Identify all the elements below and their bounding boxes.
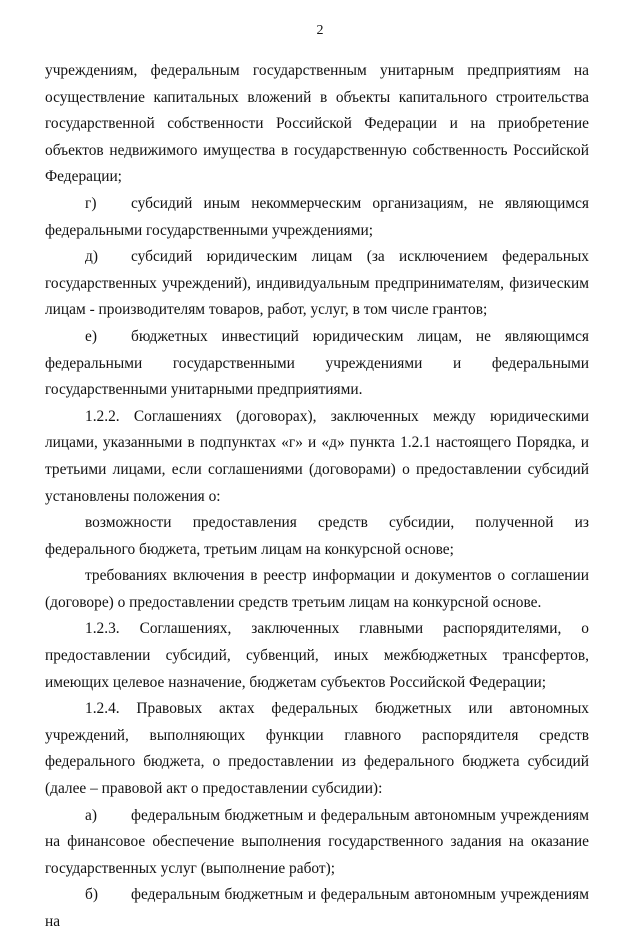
page-number: 2 (316, 23, 324, 38)
paragraph-text: федеральным бюджетным и федеральным автономным учреждениям на (45, 886, 589, 930)
paragraph-text: субсидий юридическим лицам (за исключением федеральных государственных учреждений), индивидуальным предпринимателям, физическим лицам - производителям товаров, работ, услуг, в том числе грантов; (45, 248, 589, 319)
paragraph-text: субсидий иным некоммерческим организациям, не являющимся федеральными государственными учреждениями; (45, 194, 589, 239)
paragraph (45, 324, 589, 404)
paragraph (45, 191, 589, 244)
paragraph-text: возможности предоставления средств субсидии, полученной из федерального бюджета, третьим лицам на конкурсной основе; (45, 514, 589, 558)
paragraph-text: требованиях включения в реестр информации и документов о соглашении (договоре) о предоставлении средств третьим лицам на конкурсной основе. (45, 567, 589, 611)
list-item-letter: г) (85, 194, 97, 212)
paragraph (45, 803, 589, 883)
list-item-letter: а) (85, 806, 97, 824)
paragraph-text: учреждениям, федеральным государственным унитарным предприятиям на осуществление капитальных вложений в объекты капитального строительства государственной собственности Российской Федерации и на приобретение объектов недвижимого имущества в государственную собственность Российской Федерации; (45, 62, 589, 186)
paragraph (45, 563, 589, 616)
list-item-letter: б) (85, 886, 98, 904)
document-body (45, 58, 589, 936)
paragraph-text: 1.2.4. Правовых актах федеральных бюджетных или автономных учреждений, выполняющих функции главного распорядителя средств федерального бюджета, о предоставлении из федерального бюджета субсидий (далее – правовой акт о предоставлении субсидии): (45, 700, 589, 798)
paragraph (45, 616, 589, 696)
paragraph (45, 510, 589, 563)
paragraph (45, 404, 589, 510)
paragraph-text: федеральным бюджетным и федеральным автономным учреждениям на финансовое обеспечение выполнения государственного задания на оказание государственных услуг (выполнение работ); (45, 806, 589, 877)
list-item-letter: д) (85, 248, 98, 266)
paragraph (45, 244, 589, 324)
paragraph-text: бюджетных инвестиций юридическим лицам, не являющимся федеральными государственными учреждениями и федеральными государственными унитарными предприятиями. (45, 327, 589, 399)
paragraph-text: 1.2.2. Соглашениях (договорах), заключенных между юридическими лицами, указанными в подпунктах «г» и «д» пункта 1.2.1 настоящего Порядка, и третьими лицами, если соглашениями (договорами) о предоставлении субсидий установлены положения о: (45, 407, 589, 505)
paragraph (45, 882, 589, 935)
paragraph (45, 58, 589, 191)
paragraph-text: 1.2.3. Соглашениях, заключенных главными распорядителями, о предоставлении субсидий, субвенций, иных межбюджетных трансфертов, имеющих целевое назначение, бюджетам субъектов Российской Федерации; (45, 620, 589, 691)
list-item-letter: е) (85, 327, 97, 345)
paragraph (45, 696, 589, 802)
